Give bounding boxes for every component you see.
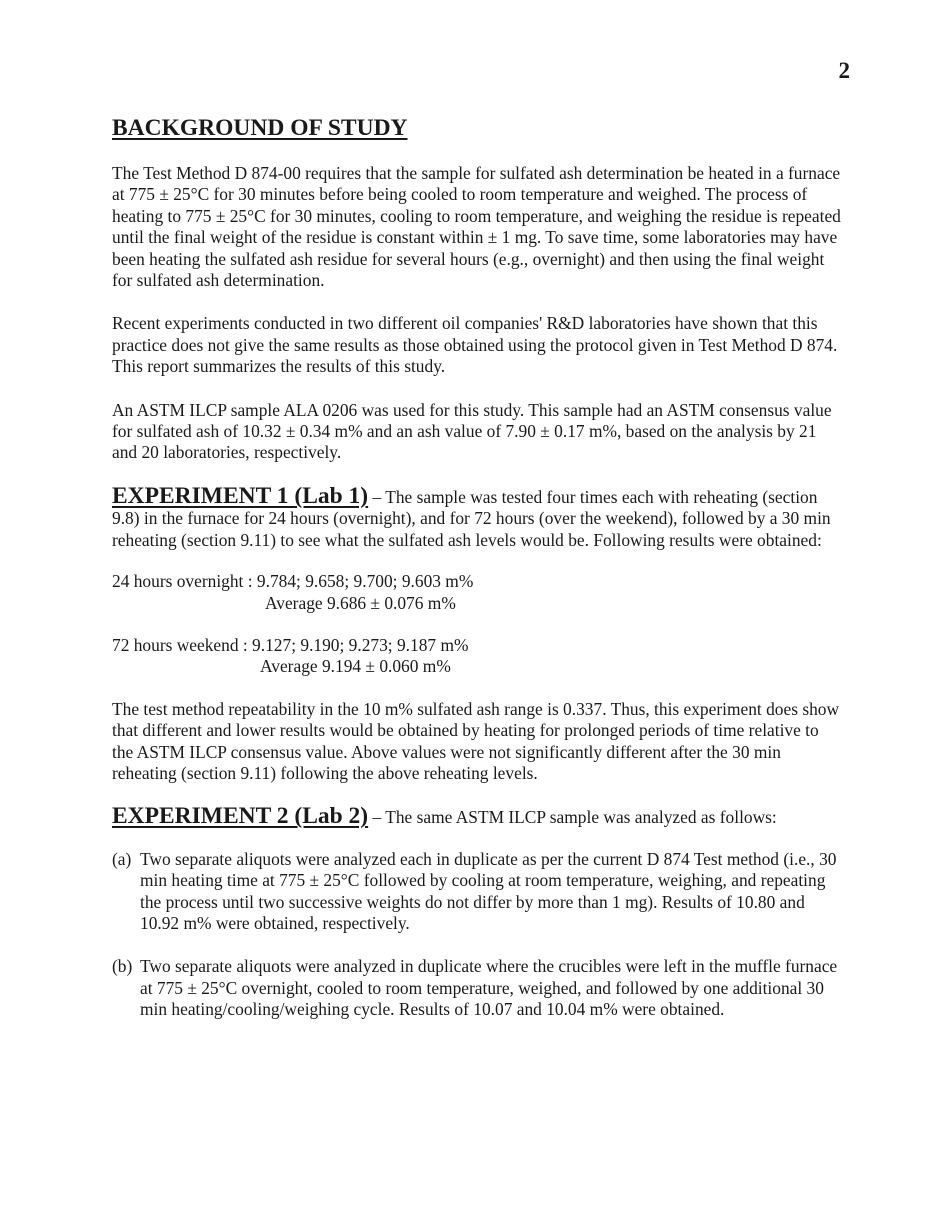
background-paragraph-2: Recent experiments conducted in two different oil companies' R&D laboratories have shown that this practice does not give the same results as those obtained using the protocol given in Test Method D 874. This report summarizes the results of this study. <box>112 313 838 377</box>
list-item <box>112 956 842 1020</box>
result-overnight-average: Average 9.686 ± 0.076 m% <box>265 592 456 613</box>
background-paragraph-3: An ASTM ILCP sample ALA 0206 was used for this study. This sample had an ASTM consensus value for sulfated ash of 10.32 ± 0.34 m% and an ash value of 7.90 ± 0.17 m%, based on the analysis by 21 and 20 laboratories, respectively. <box>112 399 832 463</box>
document-body <box>112 114 842 1043</box>
experiment-1-conclusion: The test method repeatability in the 10 m% sulfated ash range is 0.337. Thus, this experiment does show that different and lower results would be obtained by heating for prolonged periods of time relative to the ASTM ILCP consensus value. Above values were not significantly different after the 30 min reheating (section 9.11) following the above reheating levels. <box>112 698 840 783</box>
experiment-1-intro: – The sample was tested four times each with reheating (section 9.8) in the furnace for 24 hours (overnight), and for 72 hours (over the weekend), followed by a 30 min reheating (section 9.11) to see what the sulfated ash levels would be. Following results were obtained: <box>112 486 831 550</box>
result-weekend <box>112 635 842 678</box>
page-number: 2 <box>838 58 850 83</box>
result-overnight-values: 24 hours overnight : 9.784; 9.658; 9.700; 9.603 m% <box>112 571 474 592</box>
list-item <box>112 849 842 935</box>
result-overnight <box>112 571 842 614</box>
list-item-text: Two separate aliquots were analyzed in duplicate where the crucibles were left in the muffle furnace at 775 ± 25°C overnight, cooled to room temperature, weighed, and followed by one additional 30 min heating/cooling/weighing cycle. Results of 10.07 and 10.04 m% were obtained. <box>140 956 838 1020</box>
experiment-2-heading: EXPERIMENT 2 (Lab 2) <box>112 803 369 830</box>
experiment-1-paragraph <box>112 482 842 551</box>
experiment-1-heading: EXPERIMENT 1 (Lab 1) <box>112 482 369 509</box>
experiment-2-paragraph <box>112 803 842 830</box>
list-item-marker: (b) <box>112 956 133 977</box>
background-paragraph-1: The Test Method D 874-00 requires that the sample for sulfated ash determination be heated in a furnace at 775 ± 25°C for 30 minutes before being cooled to room temperature and weighed. The process of heating to 775 ± 25°C for 30 minutes, cooling to room temperature, and weighing the residue is repeated until the final weight of the residue is constant within ± 1 mg. To save time, some laboratories may have been heating the sulfated ash residue for several hours (e.g., overnight) and then using the final weight for sulfated ash determination. <box>112 163 841 291</box>
result-weekend-values: 72 hours weekend : 9.127; 9.190; 9.273; 9.187 m% <box>112 634 469 655</box>
list-item-text: Two separate aliquots were analyzed each in duplicate as per the current D 874 Test method (i.e., 30 min heating time at 775 ± 25°C followed by cooling at room temperature, weighing, and repeating the process until two successive weights do not differ by more than 1 mg). Results of 10.80 and 10.92 m% were obtained, respectively. <box>140 848 837 933</box>
section-heading-background: BACKGROUND OF STUDY <box>112 115 408 141</box>
list-item-marker: (a) <box>112 848 132 869</box>
result-weekend-average: Average 9.194 ± 0.060 m% <box>260 656 451 677</box>
experiment-2-intro: – The same ASTM ILCP sample was analyzed as follows: <box>368 807 777 828</box>
